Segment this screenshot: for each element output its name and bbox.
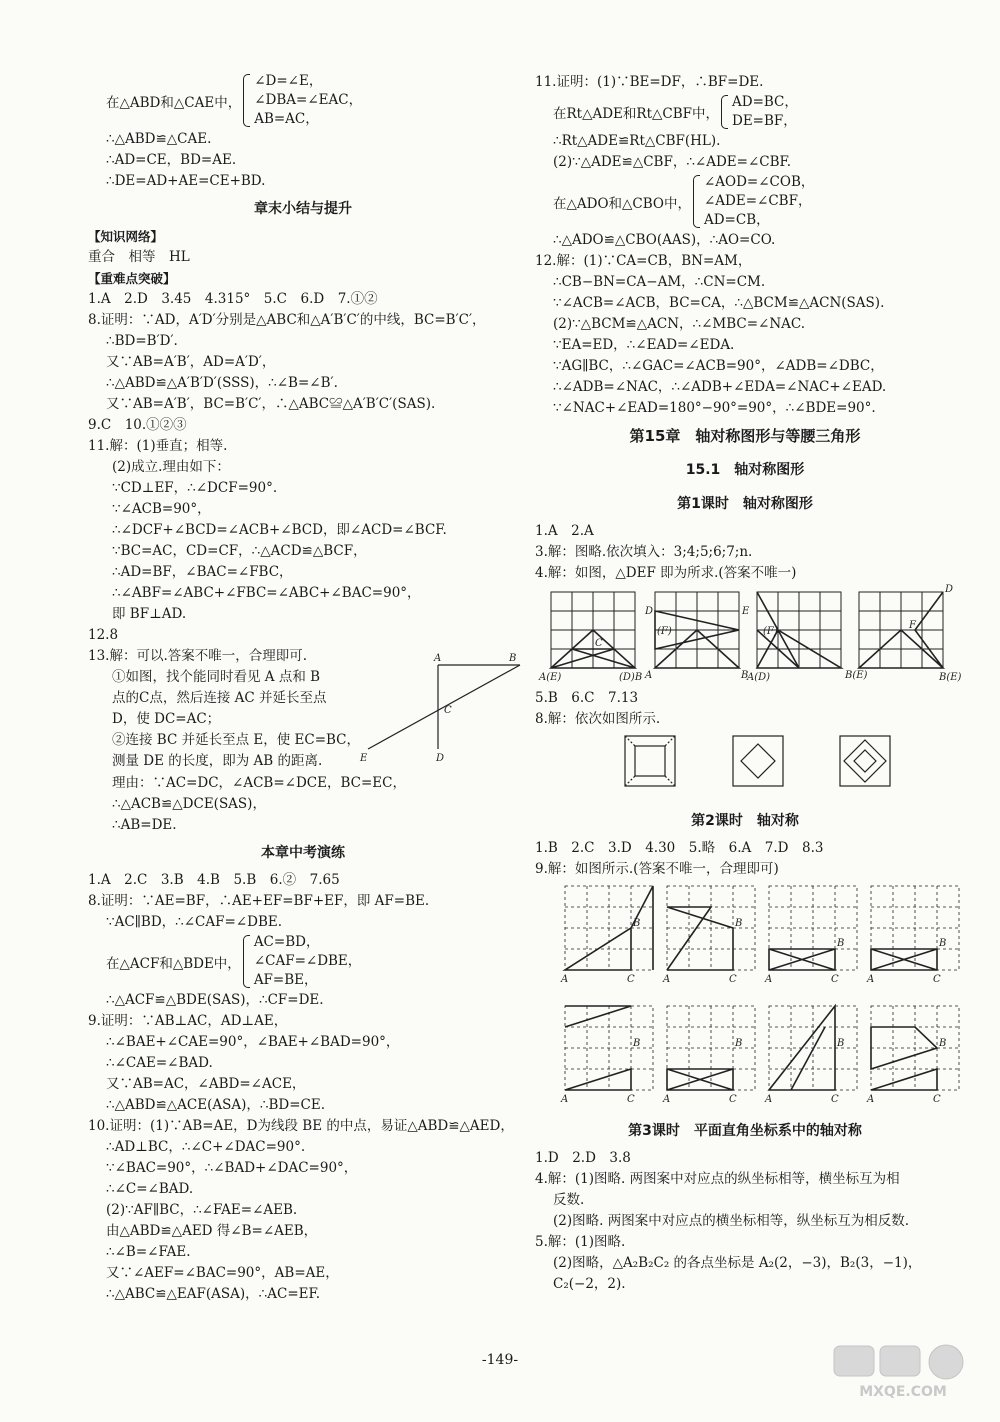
text-line: 9.证明：∵AB⊥AC，AD⊥AE， [88, 1013, 288, 1029]
text-line: C₂(−2，2). [553, 1276, 626, 1292]
fig-label: A [765, 1094, 773, 1105]
text-line: 又∵AB=A′B′，BC=B′C′，∴△ABC≌△A′B′C′(SAS). [106, 396, 436, 412]
brace-lead: 在Rt△ADE和Rt△CBF中， [553, 106, 719, 122]
text-line: 11.证明：(1)∵BE=DF，∴BF=DE. [535, 74, 764, 90]
text-line: ∴△ABD≌△ACE(ASA)，∴BD=CE. [106, 1097, 325, 1113]
text-line: AF=BE， [253, 972, 318, 988]
fig-label: B [735, 918, 743, 929]
text-line: ∵EA=ED，∴∠EAD=∠EDA. [553, 337, 735, 353]
text-line: 1.D 2.D 3.8 [535, 1150, 631, 1166]
text-line: AB=AC， [254, 111, 319, 127]
text-line: (2)成立.理由如下： [112, 459, 230, 475]
brace-icon [721, 95, 728, 129]
label-b: B [509, 653, 517, 664]
fig-label: B [837, 1038, 845, 1049]
brace-lead: 在△ADO和△CBO中， [553, 195, 691, 212]
text-line: ∴△ADO≌△CBO(AAS)，∴AO=CO. [553, 232, 776, 248]
text-line: ∴Rt△ADE≌Rt△CBF(HL). [553, 133, 721, 149]
text-line: 11.解：(1)垂直；相等. [88, 438, 228, 454]
fig-label: C [595, 638, 603, 649]
watermark-text: MXQE.COM [859, 1384, 947, 1400]
text-line: 由△ABD≌△AED 得∠B=∠AEB， [106, 1223, 318, 1239]
label-e: E [360, 753, 368, 764]
text-line: ∴BD=B′D′. [106, 333, 178, 349]
fig-label: A(E) [539, 672, 562, 683]
q13-figure [358, 649, 528, 769]
text-line: ∴∠ABF=∠ABC+∠FBC=∠ABC+∠BAC=90°， [112, 585, 421, 601]
text-line: 4.解：如图，△DEF 即为所求.(答案不唯一) [535, 565, 797, 581]
fig-label: A(D) [747, 672, 771, 683]
text-line: 又∵AB=A′B′，AD=A′D′， [106, 354, 276, 370]
text-line: ∴△ABC≌△EAF(ASA)，∴AC=EF. [106, 1286, 321, 1302]
fig-label: A [561, 974, 569, 985]
text-line: 5.B 6.C 7.13 [535, 690, 639, 706]
fig-label: C [729, 1094, 737, 1105]
text-line: ∴∠BAE+∠CAE=90°，∠BAE+∠BAD=90°， [106, 1034, 400, 1050]
fig-label: (F) [657, 626, 672, 637]
text-line: ∴CB−BN=CA−AM，∴CN=CM. [553, 274, 766, 290]
pattern-3 [840, 736, 890, 786]
section-heading-exam: 本章中考演练 [261, 845, 345, 861]
text-line: 13.解：可以.答案不唯一，合理即可. [88, 648, 308, 664]
text-line: ∵AG∥BC，∴∠GAC=∠ACB=90°，∠ADB=∠DBC， [553, 358, 884, 374]
fig-label: D [645, 606, 654, 617]
text-line: ∴AD=CE，BD=AE. [106, 152, 237, 168]
text-line: (2)∵AF∥BC，∴∠FAE=∠AEB. [106, 1202, 298, 1218]
text-line: ∴AD=BF，∠BAC=∠FBC， [112, 564, 293, 580]
fig-label: C [627, 974, 635, 985]
page-number: -149- [481, 1352, 519, 1368]
fig-label: B [939, 1038, 947, 1049]
fig-label: C [831, 1094, 839, 1105]
text-line: 1.A 2.C 3.B 4.B 5.B 6.② 7.65 [88, 872, 340, 888]
brace-group-abd-cae [88, 72, 518, 129]
text-line: ∴AD⊥BC，∴∠C+∠DAC=90°. [106, 1139, 306, 1155]
tag-key-points: 【重难点突破】 [88, 271, 176, 286]
brace-lead: 在△ACF和△BDE中， [106, 955, 241, 972]
text-line: ∴∠DCF+∠BCD=∠ACB+∠BCD，即∠ACD=∠BCF. [112, 522, 447, 538]
text-line: ∠CAF=∠DBE， [253, 953, 362, 969]
text-line: 3.解：图略.依次填入：3;4;5;6;7;n. [535, 544, 753, 560]
text-line: ∴∠C=∠BAD. [106, 1181, 194, 1197]
fig-label: A [663, 1094, 671, 1105]
text-line: ∴△ABD≌△CAE. [106, 131, 212, 147]
text-line: 1.A 2.D 3.45 4.315° 5.C 6.D 7.①② [88, 291, 378, 307]
right-column [535, 72, 962, 1295]
pattern-1 [625, 736, 675, 786]
text-line: (2)图略，△A₂B₂C₂ 的各点坐标是 A₂(2，−3)，B₂(3，−1)， [553, 1255, 922, 1271]
text-line: 4.解：(1)图略. 两图案中对应点的纵坐标相等，横坐标互为相 [535, 1171, 900, 1187]
text-line: ∴AB=DE. [112, 817, 177, 833]
fig-label: C [933, 1094, 941, 1105]
fig-label: A [867, 1094, 875, 1105]
fig-label: A [645, 670, 653, 681]
text-line: 点的C点，然后连接 AC 并延长至点 [112, 690, 327, 706]
text-line: ∴△ABD≌△A′B′D′(SSS)，∴∠B=∠B′. [106, 375, 338, 391]
text-line: AD=CB， [703, 212, 770, 228]
text-line: 8.解：依次如图所示. [535, 711, 661, 727]
text-line: ∠D=∠E， [254, 73, 323, 89]
watermark-logo [828, 1342, 978, 1402]
brace-group-rt [535, 93, 955, 131]
text-line: ∠AOD=∠COB， [703, 174, 815, 190]
text-line: ∴DE=AD+AE=CE+BD. [106, 173, 266, 189]
text-line: 理由：∵AC=DC，∠ACB=∠DCE，BC=EC， [112, 775, 406, 791]
text-line: 12.8 [88, 627, 119, 643]
text-line: ∠ADE=∠CBF， [703, 193, 812, 209]
text-line: 1.A 2.A [535, 523, 594, 539]
figure-q8 [535, 730, 955, 800]
text-line: ∵∠ACB=∠ACB，BC=CA，∴△BCM≌△ACN(SAS). [553, 295, 885, 311]
lesson-heading-2: 第2课时 轴对称 [691, 813, 799, 829]
text-line: ①如图，找个能同时看见 A 点和 B [112, 669, 321, 685]
fig-label: A [867, 974, 875, 985]
brace-group-ado-cbo [535, 173, 955, 230]
text-line: 8.证明：∵AD，A′D′分别是△ABC和△A′B′C′的中线，BC=B′C′， [88, 312, 486, 328]
text-line: ∵∠BAC=90°，∴∠BAD+∠DAC=90°， [106, 1160, 358, 1176]
label-a: A [434, 653, 442, 664]
lesson-heading-1: 第1课时 轴对称图形 [677, 496, 813, 512]
text-line: ∴∠ADB=∠NAC，∴∠ADB+∠EDA=∠NAC+∠EAD. [553, 379, 887, 395]
fig-label: C [627, 1094, 635, 1105]
left-column [88, 72, 518, 1305]
label-d: D [436, 753, 445, 764]
fig-label: B [735, 1038, 743, 1049]
fig-label: B [939, 938, 947, 949]
fig-label: B(E) [845, 670, 868, 681]
text-line: D，使 DC=AC； [112, 711, 221, 727]
text-line: ∴∠B=∠FAE. [106, 1244, 191, 1260]
fig-label: (F) [763, 626, 778, 637]
text-line: 9.C 10.①②③ [88, 417, 187, 433]
fig-label: F [909, 620, 916, 631]
brace-lead: 在△ABD和△CAE中， [106, 94, 242, 111]
text-line: ∠DBA=∠EAC， [254, 92, 363, 108]
text-line: DE=BF， [732, 113, 797, 129]
fig-label: B(E) [939, 672, 962, 683]
text-line: ∴△ACF≌△BDE(SAS)，∴CF=DE. [106, 992, 324, 1008]
text-line: 又∵∠AEF=∠BAC=90°，AB=AE， [106, 1265, 339, 1281]
text-line: ∵∠NAC+∠EAD=180°−90°=90°，∴∠BDE=90°. [553, 400, 876, 416]
fig-label: B [633, 918, 641, 929]
lesson-heading-3: 第3课时 平面直角坐标系中的轴对称 [628, 1123, 862, 1139]
fig-label: E [742, 606, 750, 617]
fig-label: B [837, 938, 845, 949]
fig-label: (D)B [619, 672, 643, 683]
fig-label: D [945, 584, 954, 595]
brace-icon [693, 175, 700, 228]
text-line: (2)∵△ADE≌△CBF，∴∠ADE=∠CBF. [553, 154, 792, 170]
text-line: 5.解：(1)图略. [535, 1234, 626, 1250]
text-line: AC=BD， [253, 934, 320, 950]
text-line: 10.证明：(1)∵AB=AE，D为线段 BE 的中点，易证△ABD≌△AED， [88, 1118, 514, 1134]
text-line: ∵CD⊥EF，∴∠DCF=90°. [112, 480, 278, 496]
fig-label: A [663, 974, 671, 985]
chapter-heading: 第15章 轴对称图形与等腰三角形 [629, 427, 861, 445]
text-line: ②连接 BC 并延长至点 E，使 EC=BC， [112, 732, 361, 748]
brace-icon [243, 74, 250, 127]
brace-icon [243, 935, 250, 988]
text-line: 9.解：如图所示.(答案不唯一，合理即可) [535, 861, 779, 877]
fig-label: C [729, 974, 737, 985]
text-line: (2)∵△BCM≌△ACN，∴∠MBC=∠NAC. [553, 316, 806, 332]
fig-label: B [633, 1038, 641, 1049]
text-line: 反数. [553, 1192, 585, 1208]
text-line: AD=BC， [732, 94, 798, 110]
text-line: ∵∠ACB=90°， [112, 501, 211, 517]
text-line: 即 BF⊥AD. [112, 606, 187, 622]
fig-label: A [765, 974, 773, 985]
text-line: ∴△ACB≌△DCE(SAS)， [112, 796, 266, 812]
text-line: 又∵AB=AC，∠ABD=∠ACE， [106, 1076, 306, 1092]
text-line: ∵AC∥BD，∴∠CAF=∠DBE. [106, 914, 283, 930]
figure-q4 [535, 584, 962, 684]
tag-knowledge: 【知识网络】 [88, 229, 164, 244]
text-line: 重合 相等 HL [88, 249, 190, 265]
text-line: 测量 DE 的长度，即为 AB 的距离. [112, 753, 323, 769]
figure-q9 [535, 880, 955, 1110]
text-line: 1.B 2.C 3.D 4.30 5.略 6.A 7.D 8.3 [535, 840, 824, 856]
text-line: ∴∠CAE=∠BAD. [106, 1055, 213, 1071]
section-heading-summary: 章末小结与提升 [254, 201, 352, 217]
brace-group-acf-bde [88, 933, 518, 990]
text-line: 12.解：(1)∵CA=CB，BN=AM， [535, 253, 752, 269]
section-heading: 15.1 轴对称图形 [685, 462, 805, 478]
label-c: C [444, 705, 452, 716]
text-line: ∵BC=AC，CD=CF，∴△ACD≌△BCF， [112, 543, 367, 559]
fig-label: C [933, 974, 941, 985]
fig-label: B [741, 670, 749, 681]
fig-label: C [831, 974, 839, 985]
fig-label: A [561, 1094, 569, 1105]
text-line: (2)图略. 两图案中对应点的横坐标相等，纵坐标互为相反数. [553, 1213, 909, 1229]
text-line: 8.证明：∵AE=BF，∴AE+EF=BF+EF，即 AF=BE. [88, 893, 430, 909]
